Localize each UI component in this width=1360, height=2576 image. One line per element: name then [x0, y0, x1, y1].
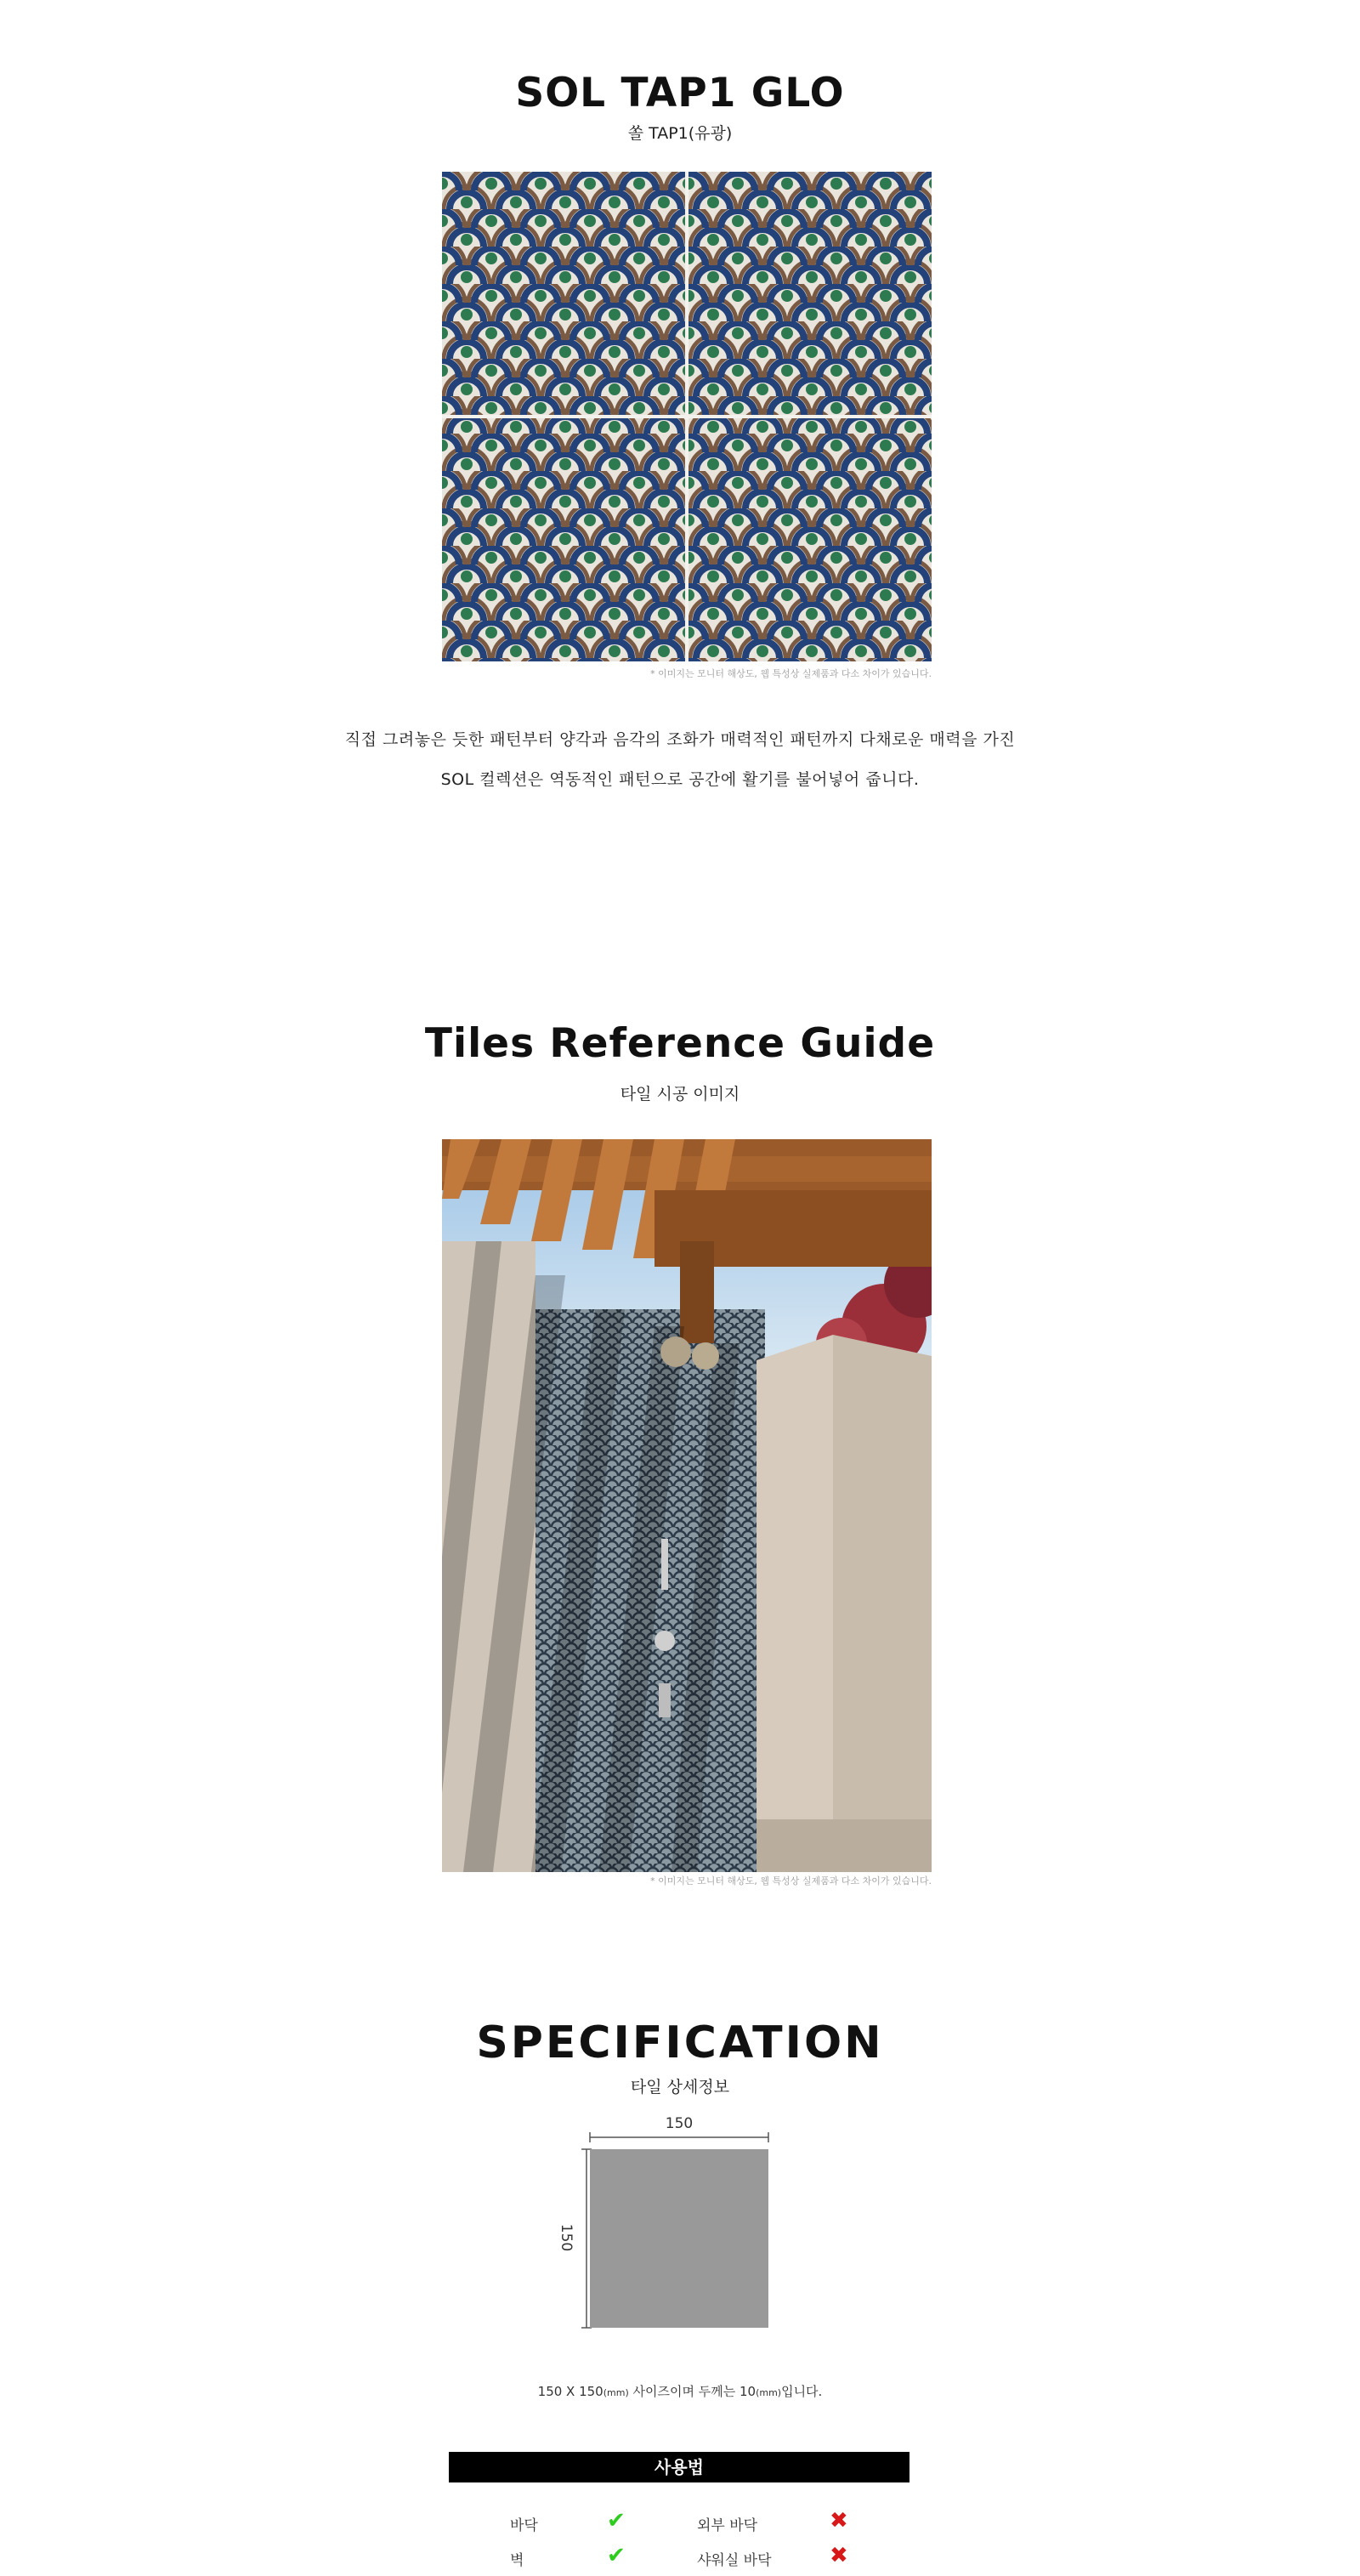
usage-exterior-floor-label: 외부 바닥: [697, 2517, 758, 2534]
product-description-line1: 직접 그려놓은 듯한 패턴부터 양각과 음각의 조화가 매력적인 패턴까지 다채로운 매력을 가진: [344, 730, 1016, 749]
usage-floor-check-icon: ✔: [607, 2508, 626, 2533]
reference-shower-photo: [442, 1139, 932, 1872]
reference-subtitle: 타일 시공 이미지: [620, 1085, 740, 1104]
outdoor-shower-illustration: [442, 1139, 932, 1872]
reference-title: Tiles Reference Guide: [424, 1020, 936, 1067]
scale-pattern-graphic: [442, 172, 932, 661]
usage-shower-floor-x-icon: ✖: [830, 2543, 848, 2568]
usage-floor-label: 바닥: [510, 2517, 538, 2534]
spec-size-text: 150 X 150(mm) 사이즈이며 두께는 10(mm)입니다.: [537, 2384, 823, 2399]
spec-tile-shape: [590, 2149, 768, 2328]
product-subtitle: 쏠 TAP1(유광): [627, 124, 733, 143]
spec-subtitle: 타일 상세정보: [630, 2078, 730, 2097]
product-image-note: * 이미지는 모니터 해상도, 웹 특성상 실제품과 다소 차이가 있습니다.: [650, 668, 932, 679]
usage-wall-check-icon: ✔: [607, 2543, 626, 2568]
usage-shower-floor-label: 샤워실 바닥: [697, 2552, 772, 2569]
spec-width-label: 150: [665, 2115, 694, 2132]
spec-height-label: 150: [558, 2223, 575, 2252]
product-description-line2: SOL 컬렉션은 역동적인 패턴으로 공간에 활기를 불어넣어 줍니다.: [440, 770, 920, 789]
tile-sample-image: [442, 172, 932, 661]
spec-title: SPECIFICATION: [476, 2017, 884, 2068]
usage-exterior-floor-x-icon: ✖: [830, 2508, 848, 2533]
usage-wall-label: 벽: [510, 2552, 524, 2569]
reference-image-note: * 이미지는 모니터 해상도, 웹 특성상 실제품과 다소 차이가 있습니다.: [650, 1875, 932, 1887]
usage-header: 사용법: [449, 2452, 910, 2482]
product-title: SOL TAP1 GLO: [515, 70, 845, 116]
